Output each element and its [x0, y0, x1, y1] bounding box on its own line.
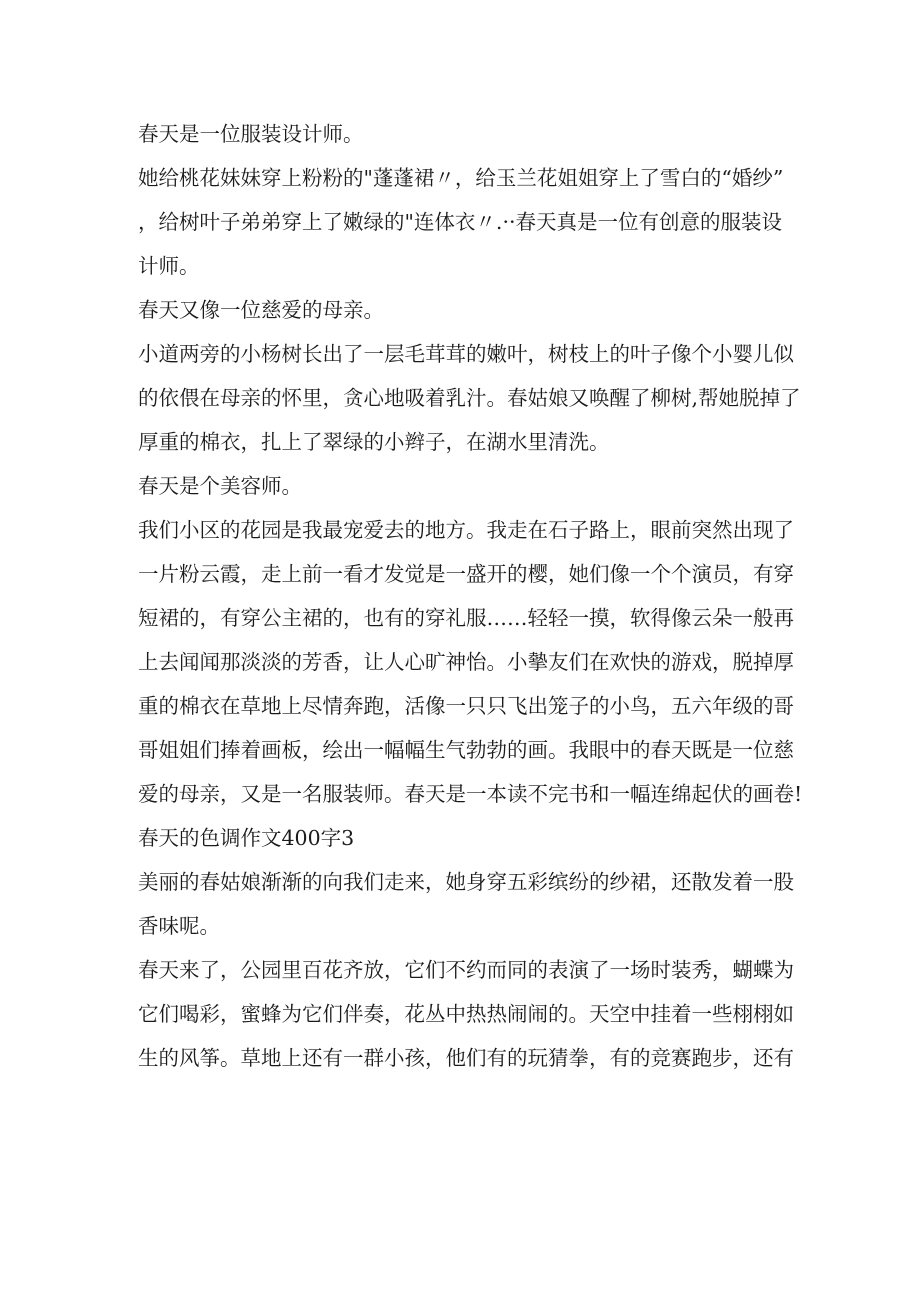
- text-line: 一片粉云霞，走上前一看才发觉是一盛开的樱，她们像一个个演员，有穿: [138, 562, 794, 586]
- text-line: 上去闻闻那淡淡的芳香，让人心旷神怡。小摰友们在欢快的游戏，脱掉厚: [138, 650, 794, 674]
- text-line: 美丽的春姑娘渐渐的向我们走来，她身穿五彩缤纷的纱裙，还散发着一股: [138, 870, 794, 894]
- text-line: 生的风筝。草地上还有一群小孩，他们有的玩猜拳，有的竞赛跑步，还有: [138, 1046, 794, 1070]
- text-line: 重的棉衣在草地上尽情奔跑，活像一只只飞出笼子的小鸟，五六年级的哥: [138, 694, 794, 718]
- document-body: [138, 112, 803, 1080]
- text-line: 爱的母亲，又是一名服装师。春天是一本读不完书和一幅连绵起伏的画卷!: [138, 782, 803, 806]
- text-line: 我们小区的花园是我最宠爱去的地方。我走在石子路上，眼前突然出现了: [138, 518, 794, 542]
- text-line: 小道两旁的小杨树长出了一层毛茸茸的嫩叶，树枝上的叶子像个小婴儿似: [138, 342, 794, 366]
- text-line: 她给桃花妹妹穿上粉粉的"蓬蓬裙〃，给玉兰花姐姐穿上了雪白的“婚纱”: [138, 166, 784, 190]
- text-line: 春天来了，公园里百花齐放，它们不约而同的表演了一场时装秀，蝴蝶为: [138, 958, 794, 982]
- text-line: 厚重的棉衣，扎上了翠绿的小辫子，在湖水里清洗。: [138, 430, 610, 454]
- text-line: 哥姐姐们捧着画板，绘出一幅幅生气勃勃的画。我眼中的春天既是一位慈: [138, 738, 794, 762]
- text-line: 春天是个美容师。: [138, 474, 302, 498]
- text-line: 它们喝彩，蜜蜂为它们伴奏，花丛中热热闹闹的。天空中挂着一些栩栩如: [138, 1002, 794, 1026]
- text-line: 的依偎在母亲的怀里，贪心地吸着乳汁。春姑娘又唤醒了柳树,帮她脱掉了: [138, 386, 801, 410]
- text-line: 短裙的，有穿公主裙的，也有的穿礼服……轻轻一摸，软得像云朵一般再: [138, 606, 794, 630]
- text-line: 春天是一位服装设计师。: [138, 122, 364, 146]
- text-line: 春天又像一位慈爱的母亲。: [138, 298, 384, 322]
- text-line: 计师。: [138, 254, 200, 278]
- text-line: 香味呢。: [138, 914, 220, 938]
- section-heading: 春天的色调作文400字3: [138, 826, 355, 850]
- text-line: ，给树叶子弟弟穿上了嫩绿的"连体衣〃.··春天真是一位有创意的服装设: [138, 210, 782, 234]
